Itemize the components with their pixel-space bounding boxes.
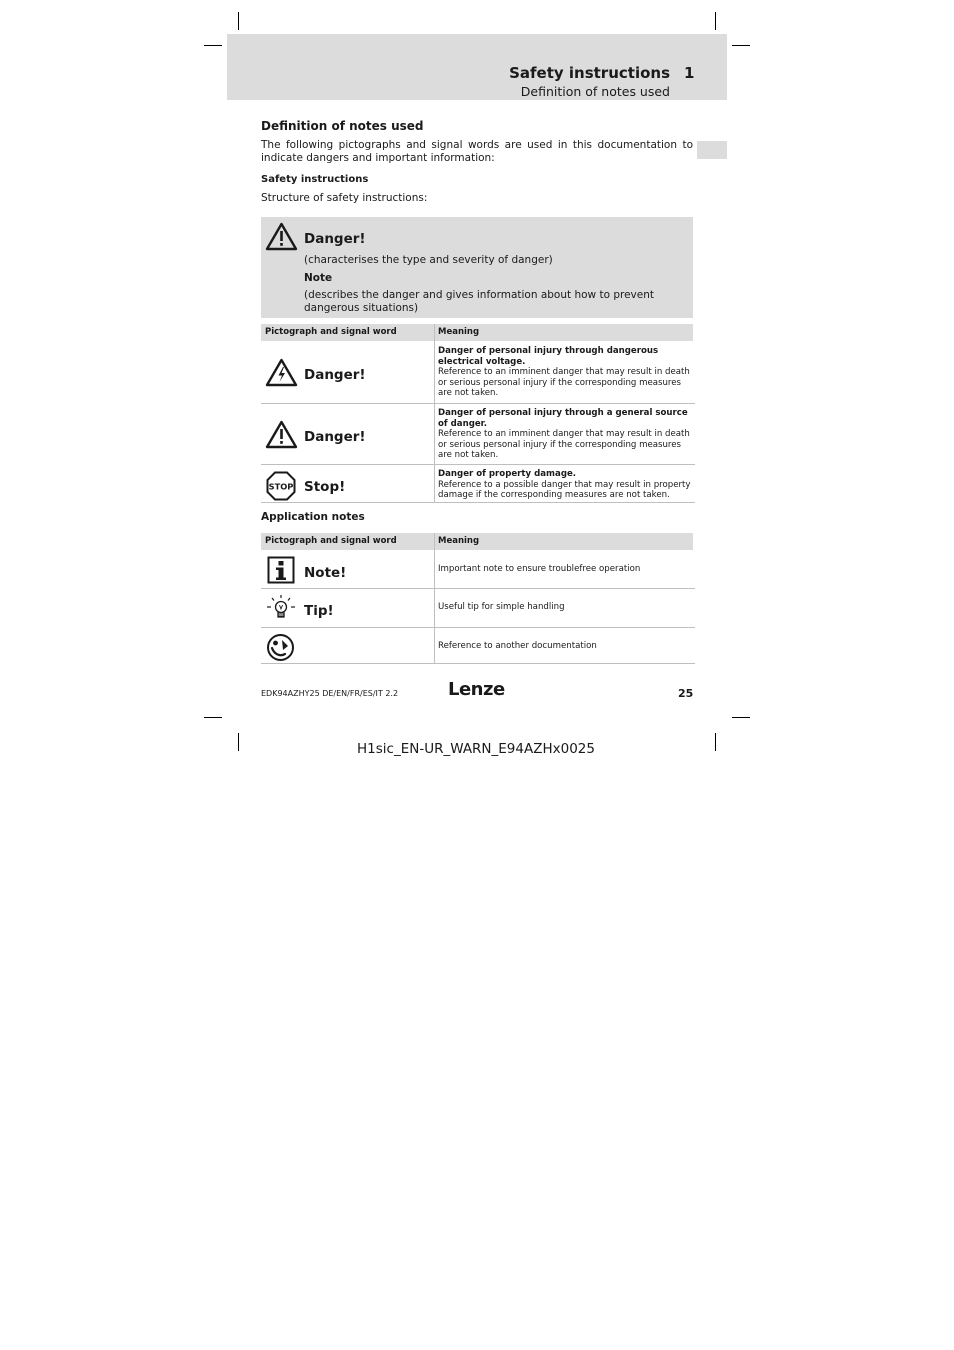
signal-word: Danger! xyxy=(304,429,366,445)
meaning-text: Reference to an imminent danger that may result in death or serious personal injury if the corresponding measures are not taken. xyxy=(438,429,690,460)
row-divider xyxy=(261,464,695,465)
meaning-text: Useful tip for simple handling xyxy=(438,602,565,612)
electrical-voltage-warning-icon xyxy=(265,358,298,387)
structure-label: Structure of safety instructions: xyxy=(261,192,428,204)
signal-word: Stop! xyxy=(304,479,346,495)
application-notes-heading: Application notes xyxy=(261,511,365,523)
column-header-meaning: Meaning xyxy=(438,536,480,546)
crop-mark xyxy=(204,45,222,46)
chapter-side-tab xyxy=(697,141,727,159)
intro-paragraph: The following pictographs and signal words are used in this documentation to indicate dangers and important information: xyxy=(261,139,693,164)
example-note-text: (describes the danger and gives information about how to prevent dangerous situations) xyxy=(304,289,655,314)
meaning-text: Reference to another documentation xyxy=(438,641,597,651)
signal-word: Danger! xyxy=(304,367,366,383)
example-description: (characterises the type and severity of danger) xyxy=(304,254,553,266)
signal-word: Note! xyxy=(304,565,347,581)
section-heading: Definition of notes used xyxy=(261,119,424,133)
meaning-title: Danger of personal injury through a general source of danger. xyxy=(438,408,688,429)
section-subtitle: Definition of notes used xyxy=(520,84,670,99)
general-danger-warning-icon xyxy=(265,420,298,449)
column-divider xyxy=(434,533,435,664)
meaning-title: Danger of personal injury through dangerous electrical voltage. xyxy=(438,346,659,367)
meaning-cell xyxy=(438,346,692,399)
signal-word: Tip! xyxy=(304,603,334,619)
document-id: H1sic_EN-UR_WARN_E94AZHx0025 xyxy=(357,741,595,757)
column-divider xyxy=(434,324,435,503)
crop-mark xyxy=(715,733,716,751)
document-code: EDK94AZHY25 DE/EN/FR/ES/IT 2.2 xyxy=(261,689,399,698)
meaning-text: Important note to ensure troublefree operation xyxy=(438,564,641,574)
meaning-text: Reference to a possible danger that may result in property damage if the corresponding measures are not taken. xyxy=(438,479,691,500)
info-icon xyxy=(267,556,295,584)
svg-text:STOP: STOP xyxy=(268,481,294,492)
row-divider xyxy=(261,663,695,664)
chapter-title: Safety instructions xyxy=(509,64,670,82)
documentation-reference-icon xyxy=(266,633,295,662)
crop-mark xyxy=(715,12,716,30)
crop-mark xyxy=(238,733,239,751)
crop-mark xyxy=(238,12,239,30)
column-header-meaning: Meaning xyxy=(438,327,480,337)
page-number: 25 xyxy=(678,687,694,700)
crop-mark xyxy=(732,717,750,718)
general-danger-warning-icon xyxy=(265,222,298,251)
meaning-title: Danger of property damage. xyxy=(438,469,577,479)
crop-mark xyxy=(732,45,750,46)
meaning-text: Reference to an imminent danger that may result in death or serious personal injury if the corresponding measures are not taken. xyxy=(438,367,690,398)
row-divider xyxy=(261,627,695,628)
column-header-pictograph: Pictograph and signal word xyxy=(265,327,397,337)
example-signal-word: Danger! xyxy=(304,231,366,247)
example-note-label: Note xyxy=(304,272,333,284)
safety-heading: Safety instructions xyxy=(261,174,369,185)
lenze-logo: Lenze xyxy=(448,679,505,700)
meaning-cell xyxy=(438,469,692,501)
row-divider xyxy=(261,588,695,589)
safety-table-header xyxy=(261,324,693,341)
row-divider xyxy=(261,403,695,404)
lightbulb-icon xyxy=(266,594,296,623)
chapter-number: 1 xyxy=(684,64,695,82)
application-table-header xyxy=(261,533,693,550)
stop-sign-icon xyxy=(266,471,296,501)
row-divider xyxy=(261,502,695,503)
column-header-pictograph: Pictograph and signal word xyxy=(265,536,397,546)
meaning-cell xyxy=(438,408,692,461)
crop-mark xyxy=(204,717,222,718)
